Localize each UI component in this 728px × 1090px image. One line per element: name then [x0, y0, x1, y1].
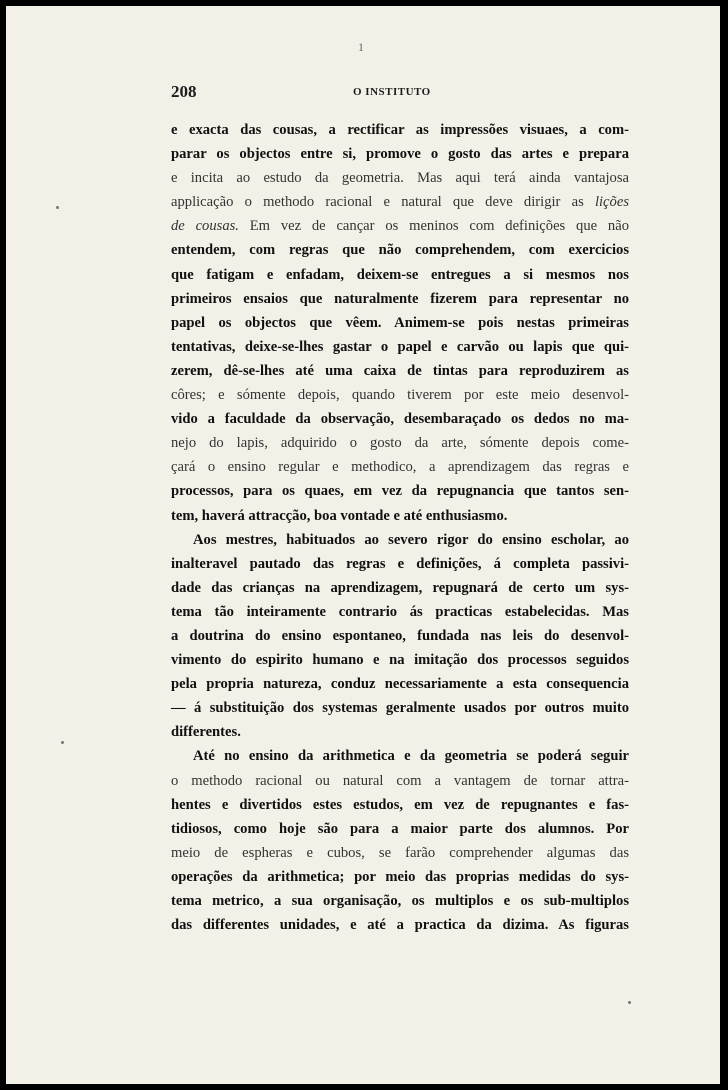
- text-line: [171, 190, 629, 214]
- page-number: 208: [171, 82, 197, 101]
- text-line: vido a faculdade da observação, desembaraçado os dedos no ma-: [171, 411, 629, 428]
- text-line: Aos mestres, habituados ao severo rigor do ensino escholar, ao: [193, 531, 629, 548]
- text-line: Até no ensino da arithmetica e da geometria se poderá seguir: [193, 748, 629, 765]
- text-line: hentes e divertidos estes estudos, em vez de repugnantes e fas-: [171, 796, 629, 813]
- text-line: — á substituição dos systemas geralmente usados por outros muito: [171, 700, 629, 717]
- paper-speck: [628, 1001, 631, 1004]
- top-pencil-mark: 1: [358, 40, 364, 54]
- text-line: pela propria natureza, conduz necessariamente a esta consequencia: [171, 676, 629, 693]
- text-line: côres; e sómente depois, quando tiverem por este meio desenvol-: [171, 387, 629, 404]
- text-span: applicação o methodo racional e natural que deve dirigir as: [171, 194, 595, 211]
- italic-phrase: de cousas.: [171, 218, 239, 235]
- text-line: tem, haverá attracção, boa vontade e até enthusiasmo.: [171, 507, 508, 524]
- book-page: [6, 6, 720, 1084]
- text-line: inalteravel pautado das regras e definições, á completa passivi-: [171, 555, 629, 572]
- paper-speck: [56, 206, 59, 209]
- text-line: entendem, com regras que não comprehendem, com exercicios: [171, 242, 629, 259]
- text-line: papel os objectos que vêem. Animem-se pois nestas primeiras: [171, 314, 629, 331]
- text-line: que fatigam e enfadam, deixem-se entregues a si mesmos nos: [171, 266, 629, 283]
- text-line: tidiosos, como hoje são para a maior parte dos alumnos. Por: [171, 820, 629, 837]
- text-line: vimento do espirito humano e na imitação dos processos seguidos: [171, 652, 629, 669]
- text-line: tentativas, deixe-se-lhes gastar o papel e carvão ou lapis que qui-: [171, 338, 629, 355]
- text-line: nejo do lapis, adquirido o gosto da arte, sómente depois come-: [171, 435, 629, 452]
- text-line: o methodo racional ou natural com a vantagem de tornar attra-: [171, 772, 629, 789]
- text-line: meio de espheras e cubos, se farão comprehender algumas das: [171, 844, 629, 861]
- text-line: dade das crianças na aprendizagem, repugnará de certo um sys-: [171, 579, 629, 596]
- body-text: [171, 118, 629, 937]
- text-line: primeiros ensaios que naturalmente fizerem para representar no: [171, 290, 629, 307]
- text-line: a doutrina do ensino espontaneo, fundada nas leis do desenvol-: [171, 627, 629, 644]
- italic-phrase: lições: [594, 194, 629, 211]
- paper-speck: [61, 741, 64, 744]
- text-line: das differentes unidades, e até a practica da dizima. As figuras: [171, 917, 629, 934]
- text-line: parar os objectos entre si, promove o gosto das artes e prepara: [171, 146, 629, 163]
- text-line: operações da arithmetica; por meio das proprias medidas do sys-: [171, 868, 629, 885]
- text-line: tema metrico, a sua organisação, os multiplos e os sub-multiplos: [171, 893, 629, 909]
- text-span: Em vez de cançar os meninos com definições que não: [238, 218, 629, 235]
- text-line: processos, para os quaes, em vez da repugnancia que tantos sen-: [171, 483, 629, 500]
- text-line: tema tão inteiramente contrario ás practicas estabelecidas. Mas: [171, 603, 629, 620]
- running-title: O INSTITUTO: [353, 86, 431, 98]
- text-line: çará o ensino regular e methodico, a aprendizagem das regras e: [171, 459, 629, 476]
- text-line: [171, 214, 629, 238]
- text-line: e incita ao estudo da geometria. Mas aqui terá ainda vantajosa: [171, 170, 629, 187]
- text-line: e exacta das cousas, a rectificar as impressões visuaes, a com-: [171, 122, 629, 138]
- text-line: differentes.: [171, 724, 241, 741]
- text-line: zerem, dê-se-lhes até uma caixa de tintas para reproduzirem as: [171, 362, 629, 379]
